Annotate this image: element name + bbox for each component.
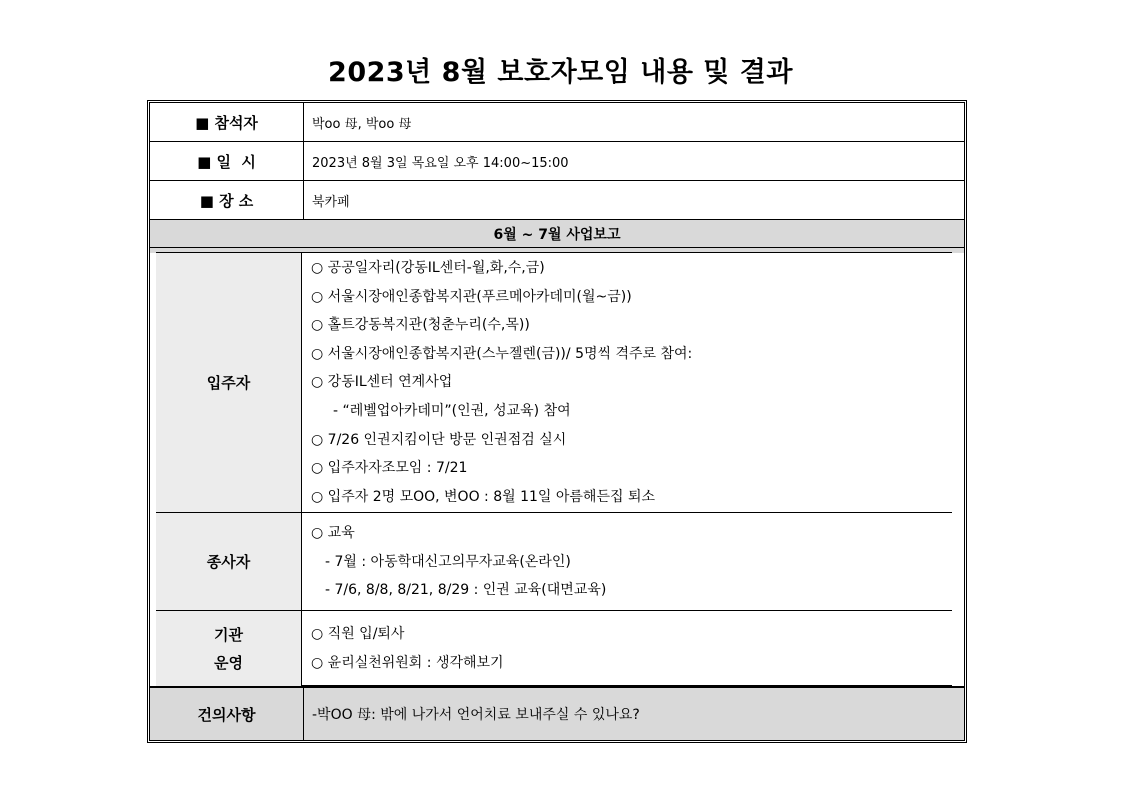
operation-items — [303, 611, 952, 686]
place-value: 북카페 — [303, 181, 964, 219]
suggestions-value: -박OO 母: 밖에 나가서 언어치료 보내주실 수 있나요? — [303, 688, 964, 740]
page-title: 2023년 8월 보호자모임 내용 및 결과 — [328, 57, 793, 88]
datetime-label: ■ 일 시 — [197, 152, 256, 171]
meeting-table — [147, 100, 967, 743]
list-item: ○ 공공일자리(강동IL센터-월,화,수,금) — [311, 260, 545, 276]
operation-label-line2: 운영 — [214, 653, 243, 672]
operation-section — [156, 611, 952, 686]
datetime-row — [150, 142, 964, 180]
attendees-value: 박oo 母, 박oo 母 — [303, 103, 964, 141]
list-item: ○ 입주자 2명 모OO, 변OO : 8월 11일 아름해든집 퇴소 — [311, 488, 656, 505]
list-item: ○ 서울시장애인종합복지관(푸르메아카데미(월~금)) — [311, 288, 632, 305]
list-item: ○ 7/26 인권지킴이단 방문 인권점검 실시 — [311, 431, 567, 448]
list-item: ○ 직원 입/퇴사 — [311, 626, 405, 642]
datetime-value: 2023년 8월 3일 목요일 오후 14:00~15:00 — [303, 142, 964, 180]
list-item: ○ 윤리실천위원회 : 생각해보기 — [311, 654, 504, 671]
staff-section — [156, 513, 952, 610]
list-item: - 7/6, 8/8, 8/21, 8/29 : 인권 교육(대면교육) — [325, 582, 607, 599]
suggestions-label: 건의사항 — [197, 705, 256, 724]
list-item: ○ 홀트강동복지관(청춘누리(수,목)) — [311, 317, 530, 334]
report-body — [156, 252, 952, 686]
residents-label: 입주자 — [156, 253, 302, 512]
list-item: ○ 서울시장애인종합복지관(스누젤렌(금))/ 5명씩 격주로 참여: — [311, 345, 693, 362]
residents-section — [156, 253, 952, 512]
place-label: ■ 장 소 — [199, 191, 254, 210]
staff-items — [303, 513, 952, 610]
list-item: ○ 강동IL센터 연계사업 — [311, 374, 453, 391]
list-item: - 7월 : 아동학대신고의무자교육(온라인) — [325, 553, 571, 570]
place-row — [150, 181, 964, 219]
attendees-label: ■ 참석자 — [195, 113, 258, 132]
list-item: ○ 교육 — [311, 525, 355, 541]
list-item: ○ 입주자자조모임 : 7/21 — [311, 460, 468, 477]
attendees-row — [150, 103, 964, 141]
report-heading: 6월 ~ 7월 사업보고 — [150, 220, 964, 247]
residents-items — [303, 253, 952, 512]
operation-label-line1: 기관 — [214, 625, 243, 644]
list-item: - “레벨업아카데미”(인권, 성교육) 참여 — [333, 402, 571, 419]
operation-label — [156, 611, 302, 686]
suggestions-row — [150, 688, 964, 740]
staff-label: 종사자 — [156, 513, 302, 610]
